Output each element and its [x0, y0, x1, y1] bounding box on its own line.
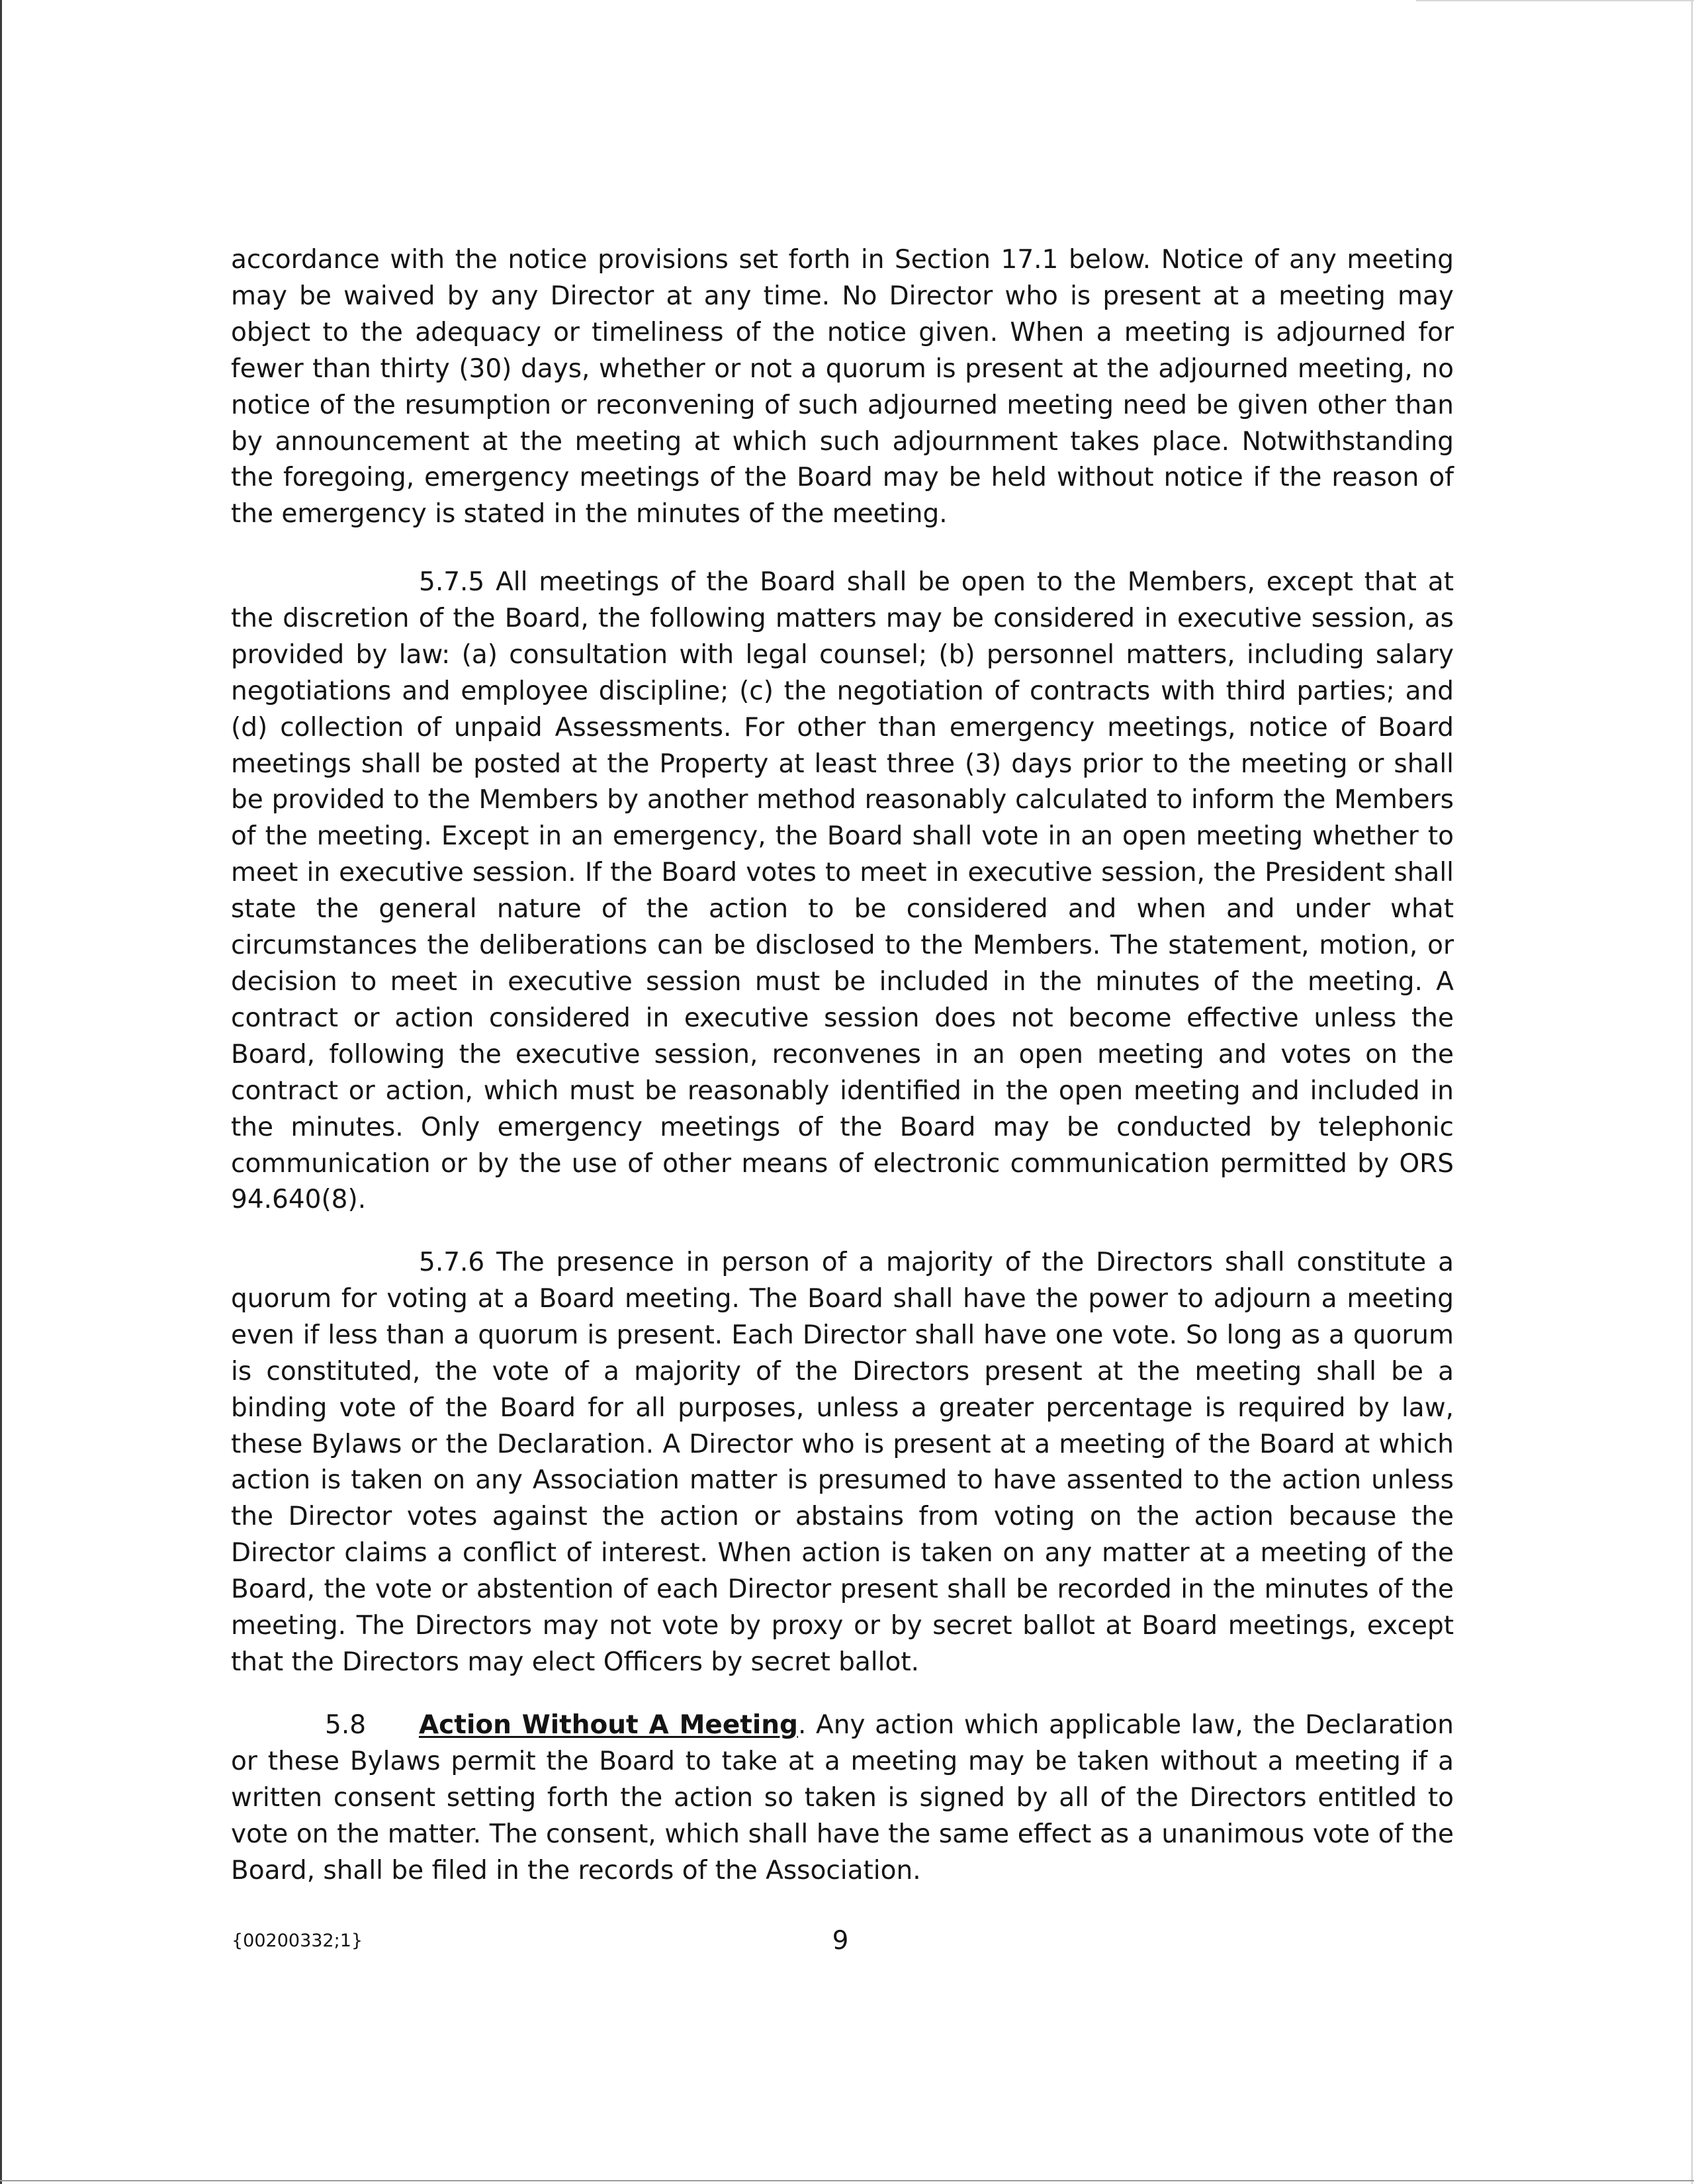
paragraph-5-7-5-open-meetings: 5.7.5 All meetings of the Board shall be open to the Members, except that at the discretion of the Board, the following matters may be considered in executive session, as provided by law: (a) consultation with legal counsel; (b) personnel matters, including salary negotiations and employee discipline; (c) the negotiation of contracts with third parties; and (d) collection of unpaid Assessments. For other than emergency meetings, notice of Board meetings shall be posted at the Property at least three (3) days prior to the meeting or shall be provided to the Members by another method reasonably calculated to inform the Members of the meeting. Except in an emergency, the Board shall vote in an open meeting whether to meet in executive session. If the Board votes to meet in executive session, the President shall state the general nature of the action to be considered and when and under what circumstances the deliberations can be disclosed to the Members. The statement, motion, or decision to meet in executive session must be included in the minutes of the meeting. A contract or action considered in executive session does not become effective unless the Board, following the executive session, reconvenes in an open meeting and votes on the contract or action, which must be reasonably identified in the open meeting and included in the minutes. Only emergency meetings of the Board may be conducted by telephonic communication or by the use of other means of electronic communication permitted by ORS 94.640(8).	[231, 567, 1454, 1215]
scan-edge-right	[1691, 0, 1693, 2184]
paragraph-5-7-6-quorum: 5.7.6 The presence in person of a majority of the Directors shall constitute a quorum for voting at a Board meeting. The Board shall have the power to adjourn a meeting even if less than a quorum is present. Each Director shall have one vote. So long as a quorum is constituted, the vote of a majority of the Directors present at the meeting shall be a binding vote of the Board for all purposes, unless a greater percentage is required by law, these Bylaws or the Declaration. A Director who is present at a meeting of the Board at which action is taken on any Association matter is presumed to have assented to the action unless the Director votes against the action or abstains from voting on the action because the Director claims a conflict of interest. When action is taken on any matter at a meeting of the Board, the vote or abstention of each Director present shall be recorded in the minutes of the meeting. The Directors may not vote by proxy or by secret ballot at Board meetings, except that the Directors may elect Officers by secret ballot.	[231, 1248, 1454, 1677]
footer-page-number: 9	[832, 1926, 849, 1956]
section-title: Action Without A Meeting	[419, 1710, 798, 1740]
section-number-wrapper	[231, 1707, 419, 1744]
scan-edge-bottom	[0, 2180, 1694, 2181]
scan-edge-left	[0, 0, 2, 2184]
section-number: 5.8	[325, 1710, 367, 1740]
scan-edge-top	[1416, 0, 1694, 1]
footer-document-reference: {00200332;1}	[232, 1931, 363, 1951]
paragraph-notice-provisions: accordance with the notice provisions set forth in Section 17.1 below. Notice of any meeting may be waived by any Director at any time. No Director who is present at a meeting may object to the adequacy or timeliness of the notice given. When a meeting is adjourned for fewer than thirty (30) days, whether or not a quorum is present at the adjourned meeting, no notice of the resumption or reconvening of such adjourned meeting need be given other than by announcement at the meeting at which such adjournment takes place. Notwithstanding the foregoing, emergency meetings of the Board may be held without notice if the reason of the emergency is stated in the minutes of the meeting.	[231, 245, 1454, 529]
paragraph-5-8-action-without-meeting	[231, 1707, 1454, 1889]
section-body: . Any action which applicable law, the Declaration or these Bylaws permit the Board to take at a meeting may be taken without a meeting if a written consent setting forth the action so taken is signed by all of the Directors entitled to vote on the matter. The consent, which shall have the same effect as a unanimous vote of the Board, shall be filed in the records of the Association.	[231, 1710, 1454, 1886]
